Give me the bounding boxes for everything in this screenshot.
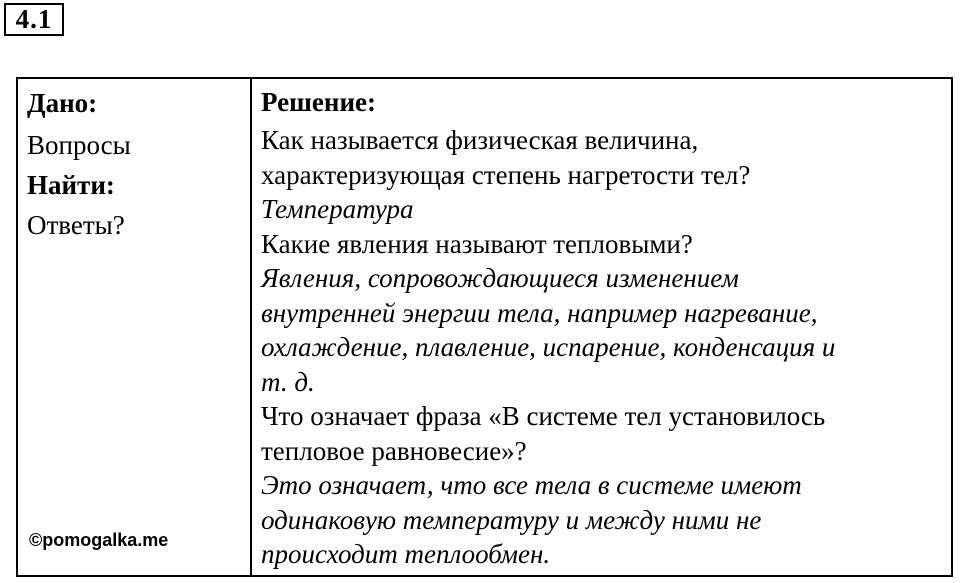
find-value: Ответы? — [27, 210, 125, 240]
answer-3-line-3: происходит теплообмен. — [261, 539, 551, 569]
answer-2-line-3: охлаждение, плавление, испарение, конденсация и — [261, 332, 836, 362]
question-1-line-2: характеризующая степень нагретости тел? — [261, 159, 751, 190]
given-heading: Дано: — [27, 88, 98, 118]
solution-table — [16, 77, 953, 577]
task-number: 4.1 — [4, 3, 64, 36]
answer-3-line-1: Это означает, что все тела в системе имеют — [261, 470, 802, 500]
question-2-line-1: Какие явления называют тепловыми? — [261, 228, 693, 259]
question-3-line-1: Что означает фраза «В системе тел установилось — [261, 401, 826, 431]
solution-heading: Решение: — [261, 87, 376, 117]
column-divider — [250, 79, 252, 575]
solution-column — [261, 83, 941, 572]
answer-2-line-1: Явления, сопровождающиеся изменением — [261, 263, 739, 293]
answer-2-line-4: т. д. — [261, 366, 315, 397]
given-column — [27, 83, 247, 245]
answer-3-line-2: одинаковую температуру и между ними не — [261, 504, 762, 535]
question-1-line-1: Как называется физическая величина, — [261, 125, 699, 155]
given-value: Вопросы — [27, 130, 131, 160]
answer-1-line-1: Температура — [261, 194, 414, 224]
watermark: ©pomogalka.me — [29, 530, 169, 550]
find-heading: Найти: — [27, 170, 115, 200]
answer-2-line-2: внутренней энергии тела, например нагревание, — [261, 297, 818, 328]
question-3-line-2: тепловое равновесие»? — [261, 435, 527, 466]
